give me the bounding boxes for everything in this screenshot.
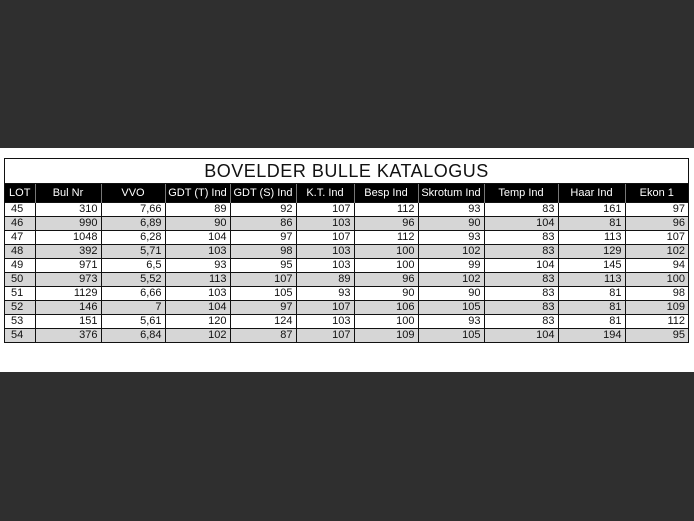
table-row <box>5 329 688 343</box>
table-cell: 6,5 <box>101 259 165 273</box>
column-header: K.T. Ind <box>296 184 354 203</box>
table-cell: 92 <box>230 203 296 217</box>
table-cell: 81 <box>558 217 625 231</box>
table-cell: 107 <box>625 231 688 245</box>
table-cell: 90 <box>165 217 230 231</box>
table-cell: 103 <box>296 217 354 231</box>
table-cell: 45 <box>5 203 35 217</box>
table-cell: 81 <box>558 301 625 315</box>
photo-frame <box>0 148 694 372</box>
table-cell: 151 <box>35 315 101 329</box>
table-cell: 89 <box>296 273 354 287</box>
table-cell: 94 <box>625 259 688 273</box>
column-header: Haar Ind <box>558 184 625 203</box>
table-cell: 112 <box>354 231 418 245</box>
table-body <box>5 203 688 343</box>
table-cell: 376 <box>35 329 101 343</box>
table-cell: 49 <box>5 259 35 273</box>
table-cell: 6,66 <box>101 287 165 301</box>
table-cell: 103 <box>165 245 230 259</box>
table-row <box>5 231 688 245</box>
table-cell: 98 <box>230 245 296 259</box>
bull-catalog-table <box>5 184 688 342</box>
table-cell: 5,61 <box>101 315 165 329</box>
table-cell: 112 <box>625 315 688 329</box>
table-cell: 6,84 <box>101 329 165 343</box>
table-cell: 90 <box>418 287 484 301</box>
table-row <box>5 287 688 301</box>
table-cell: 97 <box>230 231 296 245</box>
table-row <box>5 301 688 315</box>
table-cell: 87 <box>230 329 296 343</box>
table-cell: 104 <box>165 301 230 315</box>
table-cell: 90 <box>418 217 484 231</box>
table-cell: 194 <box>558 329 625 343</box>
table-cell: 93 <box>418 203 484 217</box>
table-cell: 96 <box>625 217 688 231</box>
table-cell: 973 <box>35 273 101 287</box>
table-cell: 109 <box>625 301 688 315</box>
table-cell: 107 <box>296 329 354 343</box>
table-cell: 129 <box>558 245 625 259</box>
table-cell: 105 <box>418 329 484 343</box>
table-cell: 83 <box>484 287 558 301</box>
table-cell: 103 <box>296 259 354 273</box>
table-cell: 990 <box>35 217 101 231</box>
table-cell: 392 <box>35 245 101 259</box>
column-header: Temp Ind <box>484 184 558 203</box>
table-cell: 161 <box>558 203 625 217</box>
catalog-sheet <box>4 158 689 343</box>
table-cell: 113 <box>558 231 625 245</box>
table-cell: 107 <box>230 273 296 287</box>
table-cell: 1129 <box>35 287 101 301</box>
table-cell: 102 <box>625 245 688 259</box>
table-row <box>5 259 688 273</box>
table-cell: 105 <box>230 287 296 301</box>
table-cell: 98 <box>625 287 688 301</box>
table-cell: 106 <box>354 301 418 315</box>
table-cell: 97 <box>230 301 296 315</box>
table-cell: 83 <box>484 273 558 287</box>
table-cell: 53 <box>5 315 35 329</box>
table-cell: 93 <box>418 231 484 245</box>
table-cell: 95 <box>625 329 688 343</box>
table-cell: 103 <box>296 315 354 329</box>
header-row <box>5 184 688 203</box>
table-cell: 50 <box>5 273 35 287</box>
table-cell: 7 <box>101 301 165 315</box>
column-header: LOT <box>5 184 35 203</box>
column-header: VVO <box>101 184 165 203</box>
table-cell: 7,66 <box>101 203 165 217</box>
table-cell: 90 <box>354 287 418 301</box>
table-cell: 81 <box>558 287 625 301</box>
table-cell: 105 <box>418 301 484 315</box>
table-cell: 100 <box>625 273 688 287</box>
table-cell: 102 <box>165 329 230 343</box>
table-cell: 104 <box>484 217 558 231</box>
table-cell: 54 <box>5 329 35 343</box>
table-cell: 83 <box>484 245 558 259</box>
table-cell: 97 <box>625 203 688 217</box>
table-row <box>5 273 688 287</box>
table-cell: 145 <box>558 259 625 273</box>
table-cell: 971 <box>35 259 101 273</box>
table-cell: 89 <box>165 203 230 217</box>
column-header: Bul Nr <box>35 184 101 203</box>
table-cell: 100 <box>354 259 418 273</box>
table-cell: 46 <box>5 217 35 231</box>
table-cell: 93 <box>296 287 354 301</box>
table-cell: 83 <box>484 315 558 329</box>
table-cell: 96 <box>354 273 418 287</box>
table-cell: 5,71 <box>101 245 165 259</box>
table-cell: 102 <box>418 245 484 259</box>
table-cell: 99 <box>418 259 484 273</box>
table-cell: 113 <box>165 273 230 287</box>
table-cell: 83 <box>484 231 558 245</box>
table-cell: 52 <box>5 301 35 315</box>
table-cell: 86 <box>230 217 296 231</box>
table-row <box>5 245 688 259</box>
table-cell: 146 <box>35 301 101 315</box>
table-cell: 100 <box>354 315 418 329</box>
table-cell: 6,89 <box>101 217 165 231</box>
table-row <box>5 315 688 329</box>
table-cell: 93 <box>165 259 230 273</box>
table-cell: 104 <box>165 231 230 245</box>
catalog-title: BOVELDER BULLE KATALOGUS <box>5 159 688 184</box>
table-cell: 120 <box>165 315 230 329</box>
table-row <box>5 217 688 231</box>
table-cell: 102 <box>418 273 484 287</box>
table-cell: 83 <box>484 301 558 315</box>
table-cell: 48 <box>5 245 35 259</box>
table-cell: 109 <box>354 329 418 343</box>
column-header: GDT (S) Ind <box>230 184 296 203</box>
table-cell: 83 <box>484 203 558 217</box>
table-cell: 81 <box>558 315 625 329</box>
table-cell: 107 <box>296 203 354 217</box>
table-cell: 93 <box>418 315 484 329</box>
table-cell: 112 <box>354 203 418 217</box>
table-cell: 103 <box>296 245 354 259</box>
table-cell: 104 <box>484 259 558 273</box>
table-cell: 113 <box>558 273 625 287</box>
table-cell: 124 <box>230 315 296 329</box>
table-row <box>5 203 688 217</box>
table-cell: 100 <box>354 245 418 259</box>
table-cell: 6,28 <box>101 231 165 245</box>
column-header: GDT (T) Ind <box>165 184 230 203</box>
table-cell: 95 <box>230 259 296 273</box>
table-cell: 5,52 <box>101 273 165 287</box>
table-cell: 47 <box>5 231 35 245</box>
table-cell: 103 <box>165 287 230 301</box>
table-cell: 1048 <box>35 231 101 245</box>
table-cell: 96 <box>354 217 418 231</box>
table-cell: 51 <box>5 287 35 301</box>
table-cell: 104 <box>484 329 558 343</box>
column-header: Besp Ind <box>354 184 418 203</box>
table-cell: 107 <box>296 231 354 245</box>
column-header: Skrotum Ind <box>418 184 484 203</box>
table-cell: 107 <box>296 301 354 315</box>
column-header: Ekon 1 <box>625 184 688 203</box>
table-cell: 310 <box>35 203 101 217</box>
